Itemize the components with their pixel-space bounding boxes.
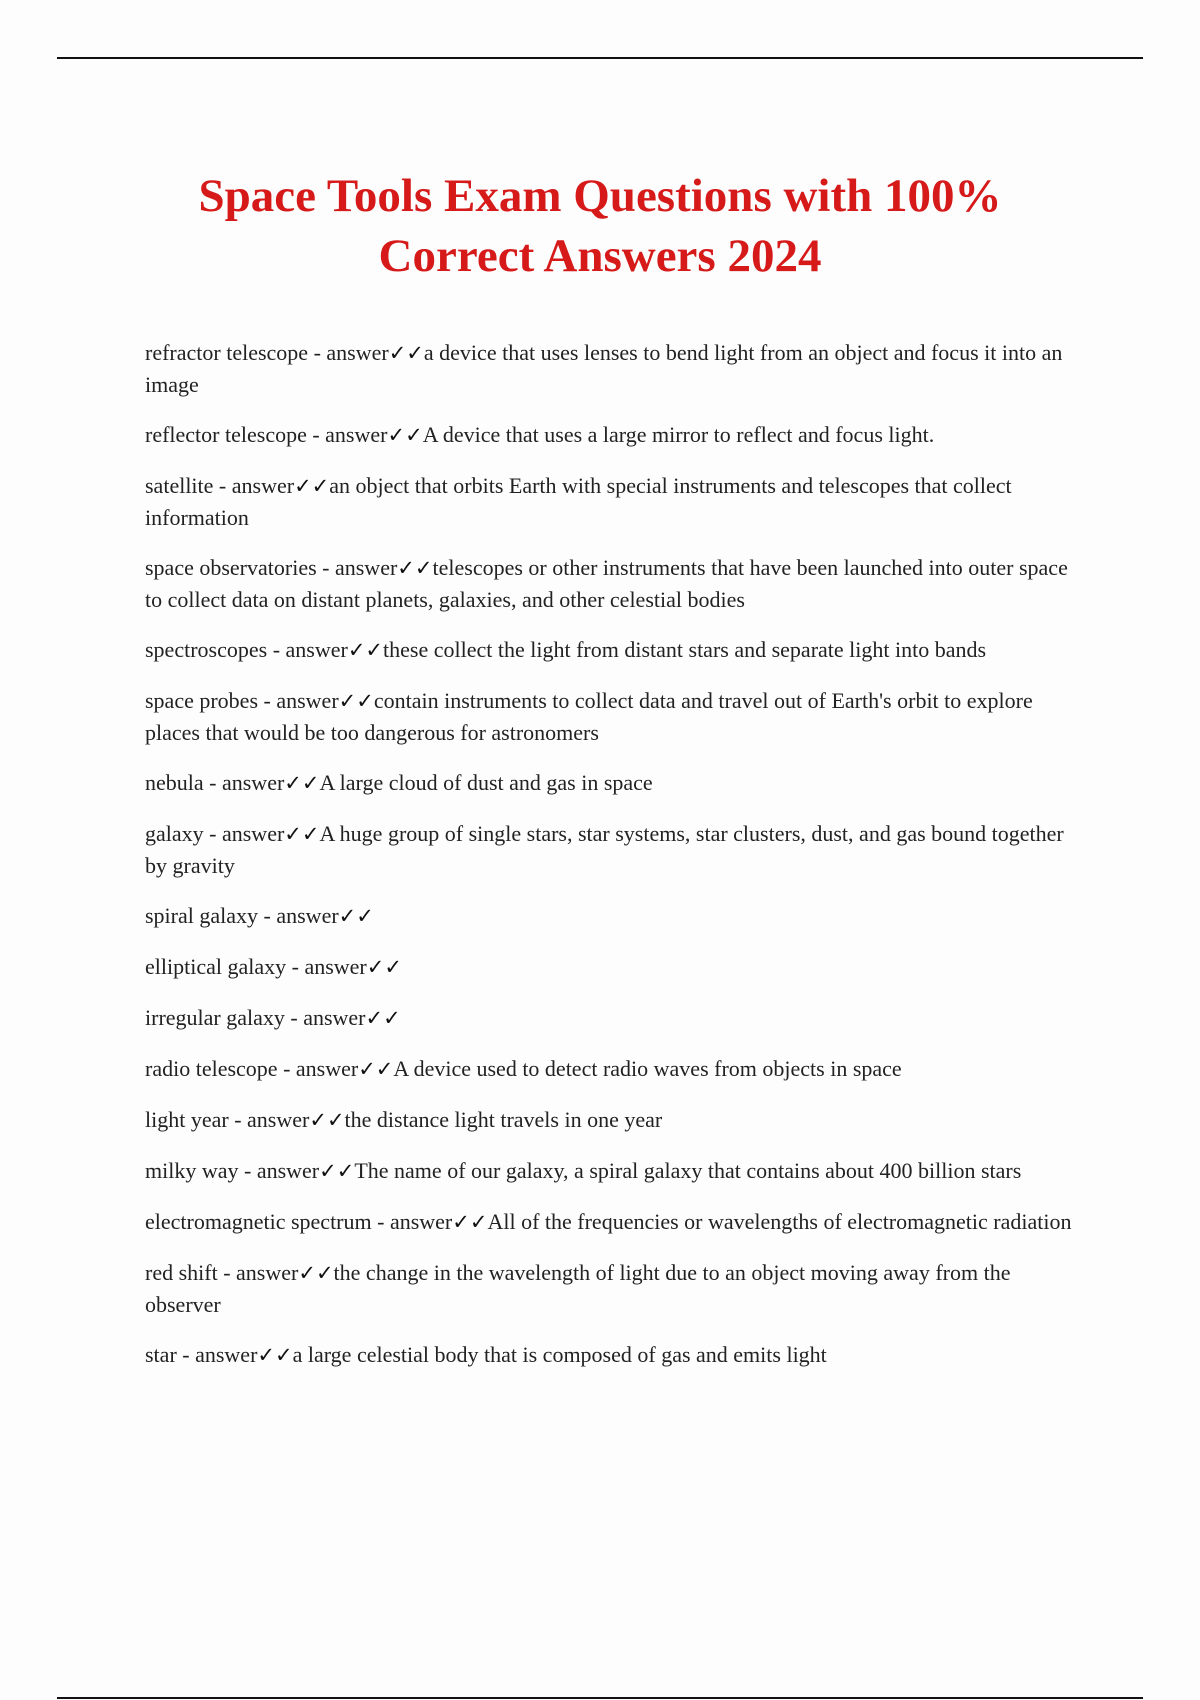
answer-label: answer — [334, 555, 398, 580]
qa-term: spiral galaxy — [145, 903, 259, 928]
qa-definition: A device used to detect radio waves from objects in space — [393, 1056, 902, 1081]
check-marks-icon: ✓✓ — [365, 1006, 401, 1030]
qa-item — [145, 470, 1090, 533]
qa-item — [145, 1257, 1090, 1320]
answer-label: answer — [276, 903, 339, 928]
qa-separator: - — [213, 473, 232, 498]
check-marks-icon: ✓✓ — [388, 341, 424, 365]
answer-label: answer — [231, 473, 295, 498]
qa-definition: contain instruments to collect data and travel out of Earth's orbit to explore places that would be too dangerous for astronomers — [145, 688, 1033, 745]
qa-item — [145, 634, 1090, 666]
check-marks-icon: ✓✓ — [452, 1210, 488, 1234]
qa-separator: - — [203, 821, 222, 846]
answer-label: answer — [285, 637, 348, 662]
check-marks-icon: ✓✓ — [309, 1108, 345, 1132]
qa-item — [145, 1339, 1090, 1371]
check-marks-icon: ✓✓ — [387, 423, 423, 447]
qa-separator: - — [308, 340, 327, 365]
qa-definition: the distance light travels in one year — [344, 1107, 663, 1132]
qa-definition: A device that uses a large mirror to reflect and focus light. — [422, 422, 935, 447]
qa-term: radio telescope — [145, 1056, 278, 1081]
qa-term: irregular galaxy — [145, 1005, 285, 1030]
qa-term: space observatories — [145, 555, 317, 580]
check-marks-icon: ✓✓ — [294, 474, 330, 498]
qa-item — [145, 767, 1090, 799]
qa-separator: - — [306, 422, 326, 447]
check-marks-icon: ✓✓ — [347, 638, 384, 662]
qa-definition: A large cloud of dust and gas in space — [319, 770, 653, 795]
qa-separator: - — [316, 555, 335, 580]
answer-label: answer — [221, 821, 285, 846]
answer-label: answer — [236, 1260, 299, 1285]
qa-definition: the change in the wavelength of light due to an object moving away from the observer — [145, 1260, 1011, 1317]
qa-term: elliptical galaxy — [145, 954, 287, 979]
qa-term: star — [145, 1342, 177, 1367]
qa-term: milky way — [145, 1158, 239, 1183]
answer-label: answer — [256, 1158, 320, 1183]
title-line-1: Space Tools Exam Questions with 100% — [198, 170, 1002, 222]
qa-item — [145, 1104, 1090, 1136]
answer-label: answer — [276, 688, 339, 713]
qa-definition: All of the frequencies or wavelengths of electromagnetic radiation — [487, 1209, 1072, 1234]
qa-term: refractor telescope — [145, 340, 309, 365]
qa-item — [145, 337, 1090, 400]
qa-term: electromagnetic spectrum — [145, 1209, 372, 1234]
qa-term: satellite — [145, 473, 214, 498]
qa-separator: - — [228, 1107, 248, 1132]
qa-term: galaxy — [145, 821, 204, 846]
check-marks-icon: ✓✓ — [338, 689, 374, 713]
qa-definition: an object that orbits Earth with special instruments and telescopes that collect information — [145, 473, 1012, 530]
answer-label: answer — [389, 1209, 453, 1234]
qa-definition: A huge group of single stars, star systems, star clusters, dust, and gas bound together by gravity — [145, 821, 1064, 878]
answer-label: answer — [326, 340, 389, 365]
qa-item — [145, 1206, 1090, 1238]
top-rule — [57, 57, 1143, 59]
check-marks-icon: ✓✓ — [366, 955, 402, 979]
document-title — [100, 166, 1100, 286]
qa-definition: The name of our galaxy, a spiral galaxy that contains about 400 billion stars — [354, 1158, 1022, 1183]
qa-separator: - — [238, 1158, 257, 1183]
check-marks-icon: ✓✓ — [397, 556, 433, 580]
check-marks-icon: ✓✓ — [298, 1261, 334, 1285]
qa-term: light year — [145, 1107, 229, 1132]
qa-definition: a large celestial body that is composed of gas and emits light — [292, 1342, 827, 1367]
answer-label: answer — [295, 1056, 359, 1081]
title-line-2: Correct Answers 2024 — [378, 230, 822, 282]
qa-definition: telescopes or other instruments that have been launched into outer space to collect data on distant planets, galaxies, and other celestial bodies — [145, 555, 1068, 612]
qa-term: nebula — [145, 770, 204, 795]
check-marks-icon: ✓✓ — [338, 904, 374, 928]
qa-item — [145, 419, 1090, 451]
answer-label: answer — [304, 954, 367, 979]
qa-separator: - — [371, 1209, 390, 1234]
qa-item — [145, 1002, 1090, 1034]
qa-list — [145, 337, 1090, 1390]
answer-label: answer — [247, 1107, 310, 1132]
check-marks-icon: ✓✓ — [319, 1159, 355, 1183]
qa-item — [145, 951, 1090, 983]
qa-item — [145, 1155, 1090, 1187]
qa-separator: - — [203, 770, 222, 795]
qa-separator: - — [286, 954, 305, 979]
qa-definition: a device that uses lenses to bend light from an object and focus it into an image — [145, 340, 1063, 397]
check-marks-icon: ✓✓ — [284, 771, 320, 795]
answer-label: answer — [303, 1005, 366, 1030]
check-marks-icon: ✓✓ — [257, 1343, 293, 1367]
qa-separator: - — [267, 637, 286, 662]
check-marks-icon: ✓✓ — [284, 822, 320, 846]
qa-item — [145, 818, 1090, 881]
qa-separator: - — [277, 1056, 296, 1081]
check-marks-icon: ✓✓ — [358, 1057, 394, 1081]
answer-label: answer — [325, 422, 388, 447]
qa-separator: - — [284, 1005, 304, 1030]
qa-term: red shift — [145, 1260, 218, 1285]
answer-label: answer — [221, 770, 285, 795]
qa-separator: - — [176, 1342, 196, 1367]
qa-separator: - — [258, 688, 277, 713]
qa-definition: these collect the light from distant stars and separate light into bands — [383, 637, 987, 662]
bottom-rule — [57, 1697, 1143, 1699]
qa-term: spectroscopes — [145, 637, 268, 662]
answer-label: answer — [195, 1342, 258, 1367]
qa-term: space probes — [145, 688, 259, 713]
qa-item — [145, 1053, 1090, 1085]
qa-item — [145, 900, 1090, 932]
qa-item — [145, 685, 1090, 748]
qa-term: reflector telescope — [145, 422, 307, 447]
qa-item — [145, 552, 1090, 615]
qa-separator: - — [217, 1260, 237, 1285]
qa-separator: - — [258, 903, 277, 928]
